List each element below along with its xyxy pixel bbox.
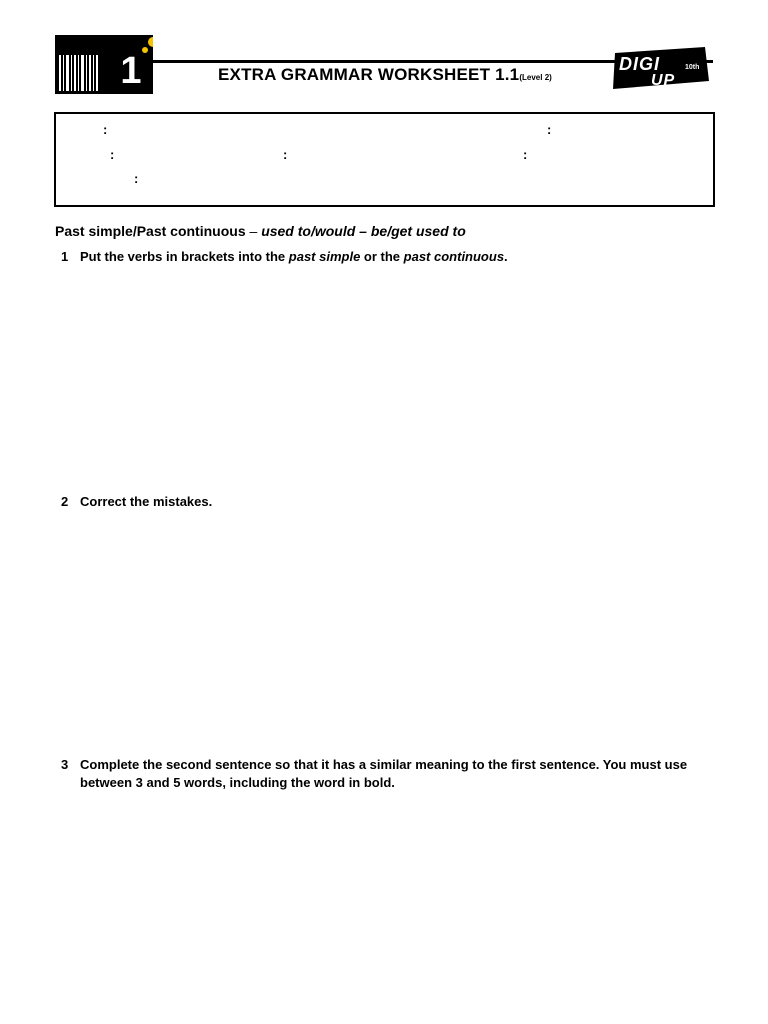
exercise-1 <box>61 248 721 266</box>
field-colon: : <box>110 147 115 162</box>
barcode-icon <box>59 55 99 91</box>
exercise-number: 3 <box>61 757 69 772</box>
digi-up-logo <box>609 45 713 92</box>
logo-text-grade: 10th <box>685 64 700 71</box>
exercise-3 <box>61 756 721 796</box>
section-title-plain: Past simple/Past continuous <box>55 223 246 239</box>
exercise-instruction: Complete the second sentence so that it has a similar meaning to the first sentence. You must use between 3 and 5 words, including the word in bold. <box>80 757 688 790</box>
student-info-box <box>54 112 715 207</box>
instruction-part: or the <box>360 249 404 264</box>
instruction-part: . <box>504 249 508 264</box>
instruction-italic: past continuous <box>403 249 505 264</box>
field-colon: : <box>283 147 288 162</box>
exercise-2 <box>61 493 721 511</box>
title-text: EXTRA GRAMMAR WORKSHEET 1.1 <box>218 65 520 84</box>
exercise-instruction <box>80 248 508 266</box>
field-colon: : <box>103 122 108 137</box>
section-title-italic: used to/would – be/get used to <box>261 223 466 239</box>
logo-text-digi: DIGI <box>619 54 661 74</box>
section-title <box>55 222 466 240</box>
instruction-italic: past simple <box>288 249 361 264</box>
field-colon: : <box>547 122 552 137</box>
field-colon: : <box>134 171 139 186</box>
worksheet-header <box>0 0 768 100</box>
page-title <box>218 63 552 87</box>
unit-number: 1 <box>120 50 142 92</box>
instruction-part: Put the verbs in brackets into the <box>80 249 289 264</box>
exercise-number: 1 <box>61 249 69 264</box>
section-title-dash: – <box>245 223 262 239</box>
exercise-number: 2 <box>61 494 69 509</box>
exercise-instruction: Correct the mistakes. <box>80 494 213 509</box>
field-colon: : <box>523 147 528 162</box>
logo-text-up: UP <box>651 72 676 89</box>
level-label: (Level 2) <box>519 73 552 82</box>
